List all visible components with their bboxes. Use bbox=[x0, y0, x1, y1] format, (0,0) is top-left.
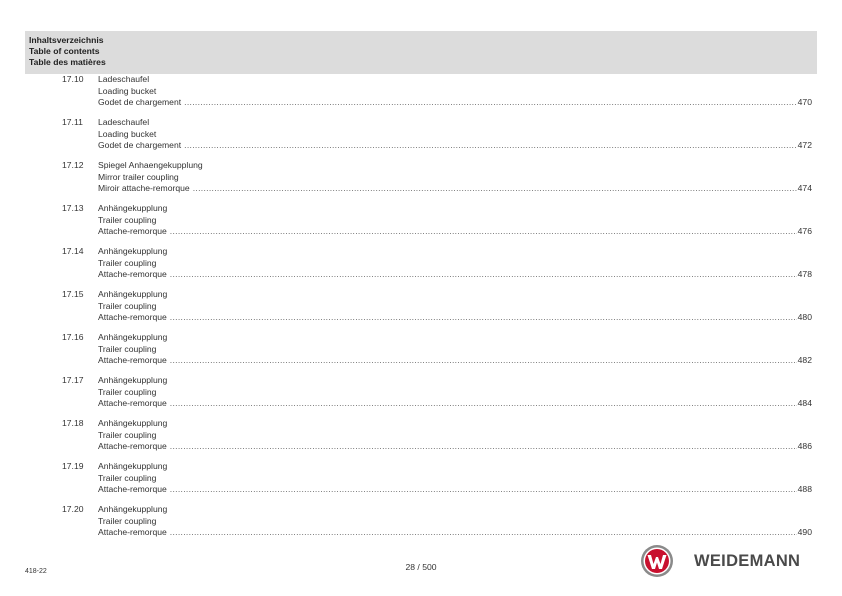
header-title-en: Table of contents bbox=[29, 46, 100, 56]
entry-title-en: Loading bucket bbox=[98, 128, 157, 139]
entry-title-en: Loading bucket bbox=[98, 85, 157, 96]
entry-title-de: Anhängekupplung bbox=[98, 203, 168, 213]
entry-number: 17.19 bbox=[62, 461, 84, 471]
entry-title-fr: Attache-remorque bbox=[98, 484, 167, 494]
toc-entry[interactable] bbox=[25, 504, 817, 547]
toc-entry[interactable] bbox=[25, 246, 817, 289]
dot-leader bbox=[170, 355, 797, 367]
entry-title-en: Trailer coupling bbox=[98, 429, 157, 440]
entry-title-de: Ladeschaufel bbox=[98, 117, 150, 127]
entry-title-fr-row bbox=[98, 226, 812, 238]
dot-leader bbox=[170, 226, 797, 238]
entry-page-number[interactable]: 470 bbox=[797, 97, 812, 107]
entry-title-en: Trailer coupling bbox=[98, 214, 157, 225]
dot-leader bbox=[184, 140, 797, 152]
entry-title-de: Anhängekupplung bbox=[98, 504, 168, 514]
entry-title-fr-row bbox=[98, 484, 812, 496]
entry-page-number[interactable]: 476 bbox=[797, 226, 812, 236]
entry-number: 17.11 bbox=[62, 117, 83, 127]
entry-title-de: Anhängekupplung bbox=[98, 246, 168, 256]
entry-page-number[interactable]: 480 bbox=[797, 312, 812, 322]
entry-title-en: Trailer coupling bbox=[98, 386, 157, 397]
entry-number: 17.15 bbox=[62, 289, 84, 299]
entry-title-de: Anhängekupplung bbox=[98, 332, 168, 342]
toc-entry[interactable] bbox=[25, 332, 817, 375]
dot-leader bbox=[170, 312, 797, 324]
document-code: 418-22 bbox=[25, 568, 47, 575]
weidemann-w-logo-icon bbox=[640, 544, 674, 578]
entry-number: 17.18 bbox=[62, 418, 84, 428]
toc-entry[interactable] bbox=[25, 375, 817, 418]
entry-title-fr-row bbox=[98, 355, 812, 367]
entry-title-fr: Attache-remorque bbox=[98, 269, 167, 279]
entry-title-fr-row bbox=[98, 183, 812, 195]
entry-title-fr-row bbox=[98, 140, 812, 152]
entry-title-de: Anhängekupplung bbox=[98, 375, 168, 385]
header-title-de: Inhaltsverzeichnis bbox=[29, 35, 104, 45]
entry-page-number[interactable]: 474 bbox=[797, 183, 812, 193]
entry-page-number[interactable]: 472 bbox=[797, 140, 812, 150]
entry-title-de: Anhängekupplung bbox=[98, 418, 168, 428]
dot-leader bbox=[170, 398, 797, 410]
entry-number: 17.14 bbox=[62, 246, 84, 256]
entry-title-en: Trailer coupling bbox=[98, 257, 157, 268]
entry-title-fr: Attache-remorque bbox=[98, 527, 167, 537]
entry-title-en: Trailer coupling bbox=[98, 472, 157, 483]
entry-title-fr-row bbox=[98, 269, 812, 281]
brand-name: WEIDEMANN bbox=[694, 552, 801, 570]
entry-page-number[interactable]: 478 bbox=[797, 269, 812, 279]
entry-title-fr: Attache-remorque bbox=[98, 355, 167, 365]
entry-title-fr-row bbox=[98, 312, 812, 324]
entry-page-number[interactable]: 490 bbox=[797, 527, 812, 537]
entry-title-fr: Godet de chargement bbox=[98, 97, 182, 107]
entry-title-de: Anhängekupplung bbox=[98, 461, 168, 471]
toc-entry[interactable] bbox=[25, 461, 817, 504]
toc-entry[interactable] bbox=[25, 74, 817, 117]
entry-page-number[interactable]: 486 bbox=[797, 441, 812, 451]
entry-title-fr-row bbox=[98, 441, 812, 453]
entry-title-de: Spiegel Anhaengekupplung bbox=[98, 160, 203, 170]
toc-header bbox=[25, 31, 817, 74]
toc-entry[interactable] bbox=[25, 418, 817, 461]
toc-entry[interactable] bbox=[25, 160, 817, 203]
header-title-fr: Table des matières bbox=[29, 57, 106, 67]
entry-number: 17.13 bbox=[62, 203, 84, 213]
entry-title-de: Ladeschaufel bbox=[98, 74, 150, 84]
entry-number: 17.10 bbox=[62, 74, 84, 84]
entry-title-fr: Attache-remorque bbox=[98, 441, 167, 451]
entry-title-fr-row bbox=[98, 398, 812, 410]
toc-list bbox=[25, 74, 817, 547]
entry-title-fr-row bbox=[98, 97, 812, 109]
entry-title-fr: Miroir attache-remorque bbox=[98, 183, 190, 193]
dot-leader bbox=[170, 269, 797, 281]
entry-page-number[interactable]: 484 bbox=[797, 398, 812, 408]
dot-leader bbox=[184, 97, 797, 109]
entry-title-fr: Attache-remorque bbox=[98, 312, 167, 322]
entry-title-en: Trailer coupling bbox=[98, 515, 157, 526]
toc-entry[interactable] bbox=[25, 203, 817, 246]
entry-title-fr: Attache-remorque bbox=[98, 398, 167, 408]
dot-leader bbox=[170, 484, 797, 496]
entry-number: 17.20 bbox=[62, 504, 84, 514]
entry-title-fr-row bbox=[98, 527, 812, 539]
toc-entry[interactable] bbox=[25, 289, 817, 332]
dot-leader bbox=[170, 527, 797, 539]
toc-entry[interactable] bbox=[25, 117, 817, 160]
entry-number: 17.16 bbox=[62, 332, 84, 342]
entry-title-en: Trailer coupling bbox=[98, 343, 157, 354]
entry-number: 17.17 bbox=[62, 375, 84, 385]
entry-title-de: Anhängekupplung bbox=[98, 289, 168, 299]
entry-title-en: Trailer coupling bbox=[98, 300, 157, 311]
entry-title-fr: Attache-remorque bbox=[98, 226, 167, 236]
entry-title-en: Mirror trailer coupling bbox=[98, 171, 179, 182]
entry-page-number[interactable]: 482 bbox=[797, 355, 812, 365]
entry-page-number[interactable]: 488 bbox=[797, 484, 812, 494]
dot-leader bbox=[170, 441, 797, 453]
entry-title-fr: Godet de chargement bbox=[98, 140, 182, 150]
dot-leader bbox=[193, 183, 797, 195]
page-indicator: 28 / 500 bbox=[405, 562, 437, 572]
entry-number: 17.12 bbox=[62, 160, 84, 170]
